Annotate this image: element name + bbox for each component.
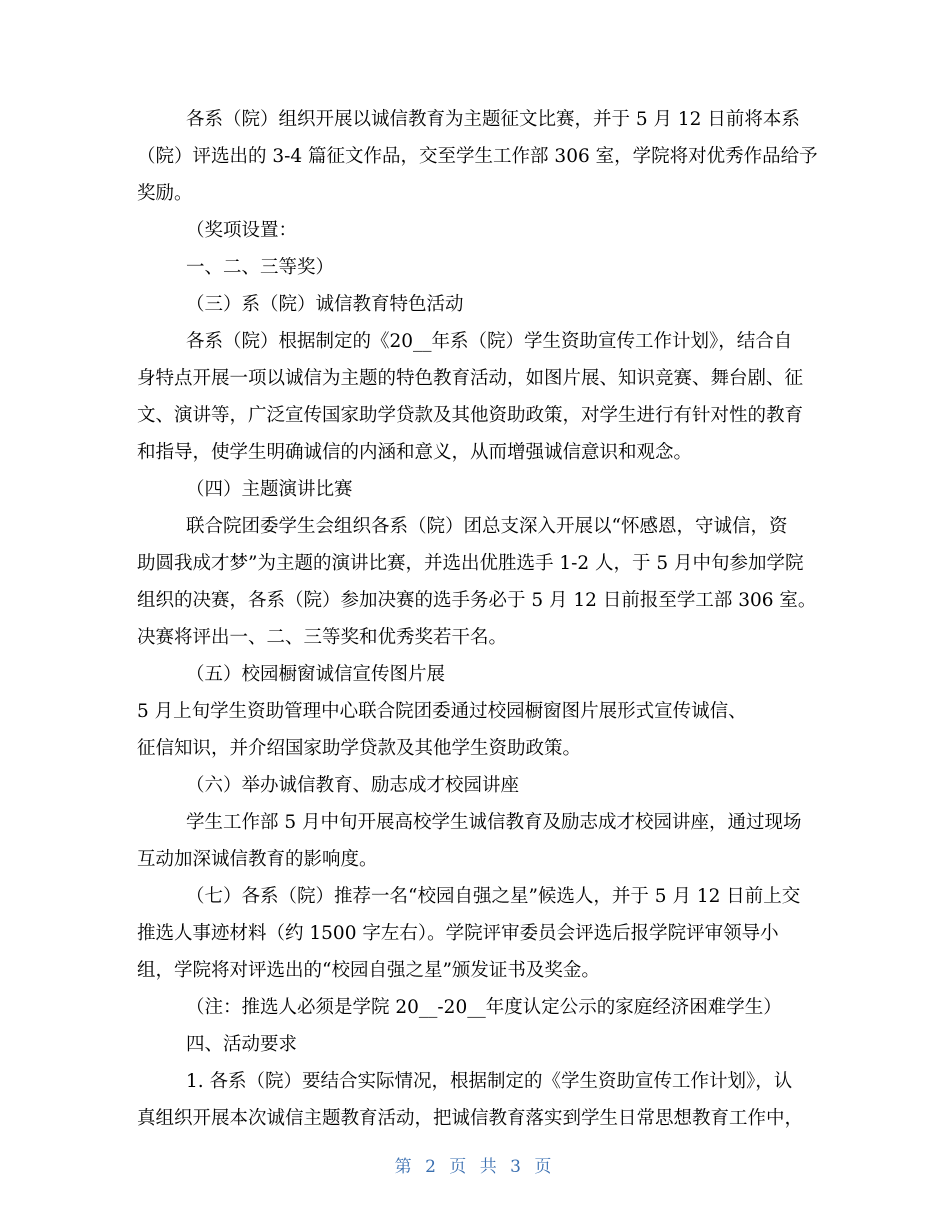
text-line: 各系（院）根据制定的《20__年系（院）学生资助宣传工作计划》，结合自	[186, 331, 793, 352]
section-heading: 四、活动要求	[186, 1034, 298, 1055]
text-line: 决赛将评出一、二、三等奖和优秀奖若干名。	[137, 627, 508, 648]
text-line: 征信知识，并介绍国家助学贷款及其他学生资助政策。	[137, 738, 582, 759]
text-line: 一、二、三等奖）	[186, 257, 335, 278]
section-heading: （五）校园橱窗诚信宣传图片展	[186, 664, 446, 685]
section-heading: （四）主题演讲比赛	[186, 479, 353, 500]
text-line: 学生工作部 5 月中旬开展高校学生诚信教育及励志成才校园讲座，通过现场	[186, 812, 802, 833]
text-line: 联合院团委学生会组织各系（院）团总支深入开展以“怀感恩，守诚信，资	[186, 516, 788, 537]
section-heading: （六）举办诚信教育、励志成才校园讲座	[186, 775, 520, 796]
text-line: （奖项设置：	[186, 220, 298, 241]
text-line: 奖励。	[137, 183, 193, 204]
text-line: 5 月上旬学生资助管理中心联合院团委通过校园橱窗图片展形式宣传诚信、	[137, 701, 747, 722]
text-line: 和指导，使学生明确诚信的内涵和意义，从而增强诚信意识和观念。	[137, 442, 693, 463]
text-line: 互动加深诚信教育的影响度。	[137, 849, 378, 870]
text-line: （七）各系（院）推荐一名“校园自强之星”候选人，并于 5 月 12 日前上交	[186, 886, 801, 907]
page-number-footer: 第 2 页 共 3 页	[394, 1157, 556, 1177]
text-line: 组，学院将对评选出的“校园自强之星”颁发证书及奖金。	[137, 960, 600, 981]
section-heading: （三）系（院）诚信教育特色活动	[186, 294, 464, 315]
text-line: 各系（院）组织开展以诚信教育为主题征文比赛，并于 5 月 12 日前将本系	[186, 109, 800, 130]
text-line: 组织的决赛，各系（院）参加决赛的选手务必于 5 月 12 日前报至学工部 306 室。	[137, 590, 817, 611]
text-line: 助圆我成才梦”为主题的演讲比赛，并选出优胜选手 1-2 人，于 5 月中旬参加学院	[137, 553, 804, 574]
text-line: （院）评选出的 3-4 篇征文作品，交至学生工作部 306 室，学院将对优秀作品给予	[137, 146, 818, 167]
text-line: 1. 各系（院）要结合实际情况，根据制定的《学生资助宣传工作计划》，认	[186, 1071, 793, 1092]
text-line: 身特点开展一项以诚信为主题的特色教育活动，如图片展、知识竞赛、舞台剧、征	[137, 368, 804, 389]
text-line: 文、演讲等，广泛宣传国家助学贷款及其他资助政策，对学生进行有针对性的教育	[137, 405, 804, 426]
note-line: （注：推选人必须是学院 20__-20__年度认定公示的家庭经济困难学生）	[186, 997, 782, 1018]
text-line: 真组织开展本次诚信主题教育活动，把诚信教育落实到学生日常思想教育工作中，	[137, 1108, 804, 1129]
text-line: 推选人事迹材料（约 1500 字左右）。学院评审委员会评选后报学院评审领导小	[137, 923, 779, 944]
